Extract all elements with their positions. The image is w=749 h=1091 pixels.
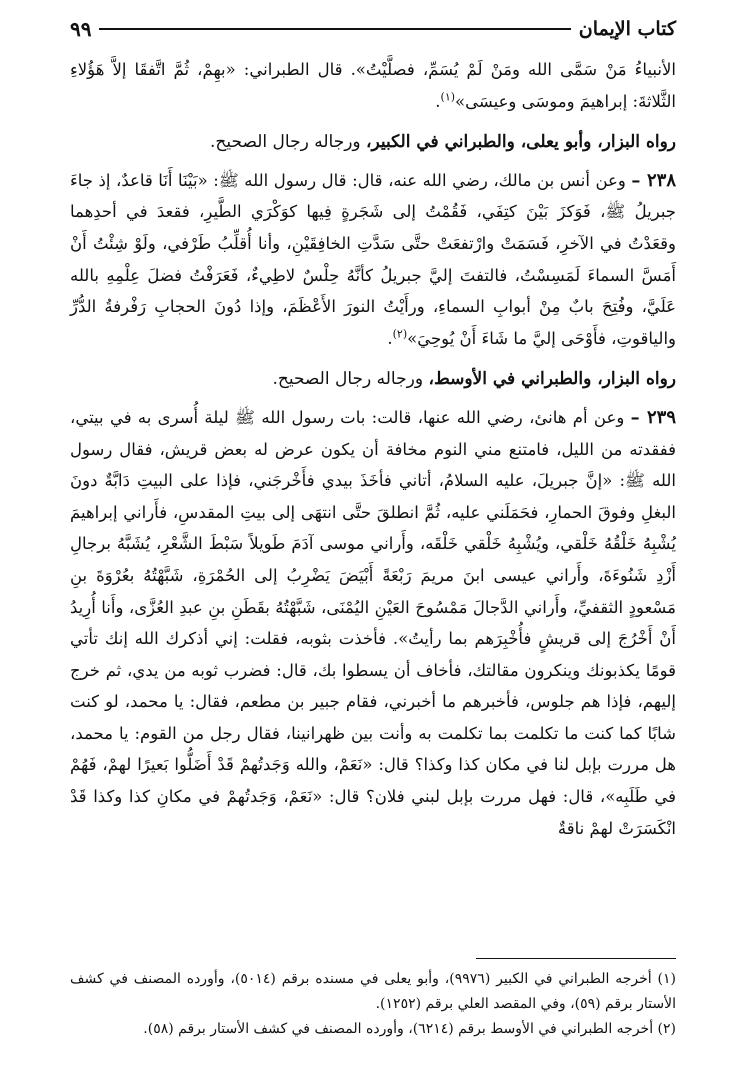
footnote-ref-2: (٢) xyxy=(392,327,408,341)
hadith-238: ٢٣٨ – وعن أنس بن مالك، رضي الله عنه، قال: قال رسول الله ﷺ: «بَيْنَا أَنَا قاعدٌ، إذ جاءَ جبريلُ ﷺ، فَوَكزَ بَيْنَ كتِفَي، فَقُمْتُ إلى شَجَرةٍ فِيها كوَكْرَي الطَّيرِ، فقعدَ في أحدِهما وقعَدْتُ في الآخرِ، فَسَمَتْ وارْتفعَتْ حتَّى سَدَّتِ الخافِقَيْنِ، وأنا أُقلِّبُ طَرْفي، ولَوْ شِئْتُ أَنْ أَمَسَّ السماءَ لَمَسِسْتُ، فالتفتَ إليَّ جبريلُ كأنَّهُ حِلْسٌ لاطِيءٌ، فَعَرَفْتُ فضلَ عِلْمِهِ بالله عَلَيَّ، وفُتِحَ بابٌ مِنْ أبوابِ السماءِ، ورأَيْتُ النورَ الأَعْظَمَ، وإذا دُونَ الحجابِ رَفْرفةُ الدُّرِّ والياقوتِ، فأَوْحَى إليَّ ما شَاءَ أَنْ يُوحِيَ»$^{(٢)}$. xyxy=(70,169,676,348)
source-rest: ورجاله رجال الصحيح. xyxy=(210,132,367,153)
body-text xyxy=(70,54,676,844)
chapter-title: كتاب الإيمان xyxy=(578,18,676,40)
source-note-2 xyxy=(70,364,676,396)
source-bold: رواه البزار، وأبو يعلى، والطبراني في الكبير، xyxy=(366,132,676,153)
hadith-text: وعن أم هانئ، رضي الله عنها، قالت: بات رسول الله ﷺ ليلة أُسرى به في بيتي، ففقدته من الليل، فامتنع مني النوم مخافة أن يكون عرض له بعض قريش، فقال رسول الله ﷺ: «إنَّ جبريلَ، عليه السلامُ، أتاني فأخَذَ بيدي فأَخْرجَني، فإذا على البيتِ دَابَّةٌ دونَ البغلِ وفوقَ الحمارِ، فحَمَلَني عليه، ثُمَّ انطلقَ حتَّى انتهَى إلى بيتِ المقدسِ، فأَراني إبراهيمَ يُشْبِهُ خَلْقُهُ خَلْقي، ويُشْبِهُ خَلْقي خَلْقَه، وأَراني موسى آدَمَ طَويلاً سَبْطَ الشَّعْرِ، يُشَبَّهُ برجالِ أَزْدِ شَنُوءَةَ، وأَراني عيسى ابنَ مريمَ رَبْعَةً أَبْيَضَ يَضْرِبُ إلى الحُمْرَةِ، شَبَّهْتُهُ بعُرْوَةَ بنِ مَسْعودٍ الثقفيِّ، وأَراني الدَّجالَ مَمْسُوحَ العَيْنِ اليُمْنَى، شَبَّهْتُهُ بقَطَنِ بنِ عبدِ العُزَّى، وأَنا أُرِيدُ أَنْ أَخْرُجَ إلى قريشٍ فأُخْبِرَهم بما رأيتُ». فأخذت بثوبه، فقلت: إني أذكرك الله إنك تأتي قومًا يكذبونك وينكرون مقالتك، فأخاف أن يسطوا بك، قال: فضرب ثوبه من يدي، ثم خرج إليهم، فإذا هم جلوس، فأخبرهم ما أخبرني، فقام جبير بن مطعم، فقال: يا محمد، لو كنت شابًا كما كنت ما تكلمت بما تكلمت به وأنت بين ظهرانينا، فقال رجل من القوم: يا محمد، هل مررت بإبل لنا في مكان كذا وكذا؟ قال: «نَعَمْ، والله وَجَدتُهمْ قَدْ أَضَلُّوا بَعيرًا لهمْ، فَهُمْ في طَلَبِه»، قال: فهل مررت بإبل لبني فلان؟ قال: «نَعَمْ، وَجَدتُهمْ في مكانِ كذا وكذا قَدْ انْكَسَرَتْ لهمْ ناقةٌ xyxy=(70,407,676,838)
footnote-rule xyxy=(476,958,676,959)
hadith-239 xyxy=(70,402,676,844)
source-bold: رواه البزار، والطبراني في الأوسط، xyxy=(428,369,676,390)
document-page xyxy=(70,14,676,844)
hadith-text: وعن أنس بن مالك، رضي الله عنه، قال: قال رسول الله ﷺ: «بَيْنَا أَنَا قاعدٌ، إذ جاءَ جبريلُ ﷺ، فَوَكزَ بَيْنَ كتِفَي، فَقُمْتُ إلى شَجَرةٍ فِيها كوَكْرَي الطَّيرِ، فقعدَ في أحدِهما وقعَدْتُ في الآخرِ، فَسَمَتْ وارْتفعَتْ حتَّى سَدَّتِ الخافِقَيْنِ، وأنا أُقلِّبُ طَرْفي، ولَوْ شِئْتُ أَنْ أَمَسَّ السماءَ لَمَسِسْتُ، فالتفتَ إليَّ جبريلُ كأنَّهُ حِلْسٌ لاطِيءٌ، فَعَرَفْتُ فضلَ عِلْمِهِ بالله عَلَيَّ، وفُتِحَ بابٌ مِنْ أبوابِ السماءِ، ورأَيْتُ النورَ الأَعْظَمَ، وإذا دُونَ الحجابِ رَفْرفةُ الدُّرِّ والياقوتِ، فأَوْحَى إليَّ ما شَاءَ أَنْ يُوحِيَ» xyxy=(70,170,676,348)
paragraph-continuation: الأنبياءُ مَنْ سَمَّى الله ومَنْ لَمْ يُسَمِّ، فصلَّيْتُ». قال الطبراني: «بهِمْ، ثُمَّ اتَّفقَا إلاَّ هَؤُلاءِ الثَّلاثةَ: إبراهيمَ وموسَى وعيسَى»$^{(١)}$. xyxy=(70,60,676,111)
paragraph-text: الأنبياءُ مَنْ سَمَّى الله ومَنْ لَمْ يُسَمِّ، فصلَّيْتُ». قال الطبراني: «بهِمْ، ثُمَّ اتَّفقَا إلاَّ هَؤُلاءِ الثَّلاثةَ: إبراهيمَ وموسَى وعيسَى» xyxy=(70,60,676,111)
hadith-number: ٢٣٩ – xyxy=(630,406,676,428)
footnote-1: (١) أخرجه الطبراني في الكبير (٩٩٧٦)، وأبو يعلى في مسنده برقم (٥٠١٤)، وأورده المصنف في كشف الأستار برقم (٥٩)، وفي المقصد العلي برقم (١٢٥٢). xyxy=(70,971,677,1012)
page-number: ٩٩ xyxy=(70,17,92,41)
footnotes xyxy=(70,958,676,1042)
source-rest: ورجاله رجال الصحيح. xyxy=(272,369,429,390)
page-header xyxy=(70,14,676,44)
header-rule xyxy=(99,28,570,30)
hadith-number: ٢٣٨ – xyxy=(631,169,676,191)
source-note-1 xyxy=(70,127,676,159)
footnote-2: (٢) أخرجه الطبراني في الأوسط برقم (٦٢١٤)، وأورده المصنف في كشف الأستار برقم (٥٨). xyxy=(143,1021,676,1037)
footnote-ref-1: (١) xyxy=(440,90,456,104)
